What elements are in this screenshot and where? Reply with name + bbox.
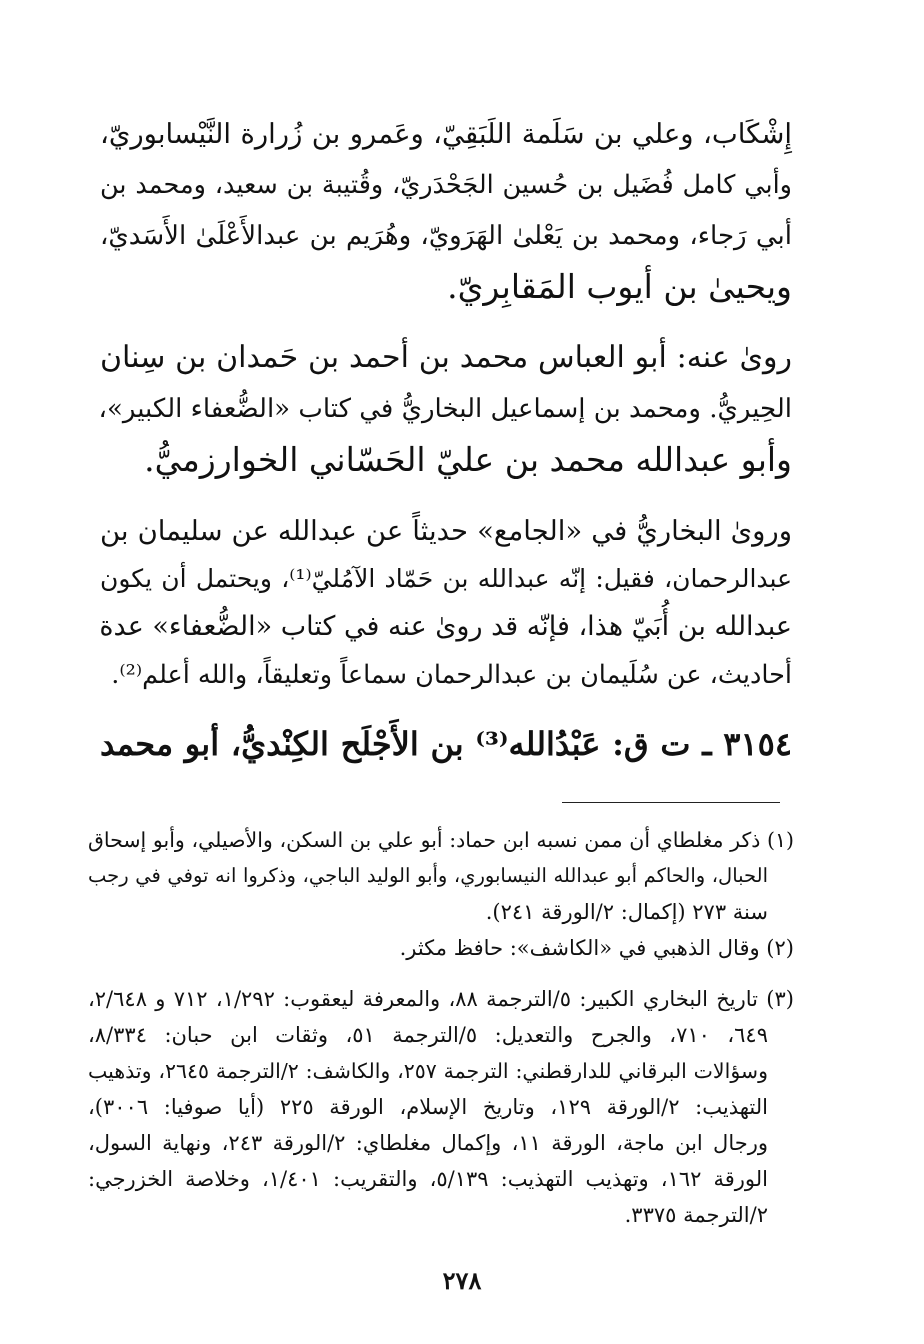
footnote-line: التهذيب: ٢/الورقة ١٢٩، وتاريخ الإسلام، الورقة ٢٢٥ (أيا صوفيا: ٣٠٠٦)، [88, 1095, 768, 1119]
entry-heading: ٣١٥٤ ـ ت ق: عَبْدُالله⁽³⁾ بن الأَجْلَح الكِنْديُّ، أبو محمد [100, 725, 793, 763]
body-text-line: وأبو عبدالله محمد بن عليّ الحَسّاني الخوارزميُّ. [144, 440, 792, 479]
body-text-line: إِشْكَاب، وعلي بن سَلَمة اللَبَقِيّ، وعَمرو بن زُرارة النَّيْسابوريّ، [100, 118, 792, 150]
footnote-line: الورقة ١٦٢، وتهذيب التهذيب: ٥/١٣٩، والتقريب: ١/٤٠١، وخلاصة الخزرجي: [88, 1167, 769, 1191]
footnote-line: (١) ذكر مغلطاي أن ممن نسبه ابن حماد: أبو علي بن السكن، والأصيلي، وأبو إسحاق [88, 828, 794, 852]
footnote-line: ٦٤٩، ٧١٠، والجرح والتعديل: ٥/الترجمة ٥١، وثقات ابن حبان: ٨/٣٣٤، [88, 1023, 768, 1047]
body-text-line: عبدالرحمان، فقيل: إنّه عبدالله بن حَمّاد الآمُليّ⁽¹⁾، ويحتمل أن يكون [100, 564, 792, 593]
footnote-line: ٢/الترجمة ٣٣٧٥. [624, 1203, 768, 1227]
body-text-line: الحِيريُّ. ومحمد بن إسماعيل البخاريُّ في كتاب «الضُّعفاء الكبير»، [98, 394, 792, 424]
body-text-line: وأبي كامل فُضَيل بن حُسين الجَحْدَريّ، وقُتيبة بن سعيد، ومحمد بن [100, 170, 792, 200]
footnote-line: (٣) تاريخ البخاري الكبير: ٥/الترجمة ٨٨، والمعرفة ليعقوب: ١/٢٩٢، ٧١٢ و ٢/٦٤٨، [88, 987, 794, 1011]
body-text-line: عبدالله بن أُبَيّ هذا، فإنّه قد روىٰ عنه في كتاب «الضُّعفاء» عدة [99, 611, 792, 642]
footnote-separator [562, 802, 780, 803]
footnote-line: (٢) وقال الذهبي في «الكاشف»: حافظ مكثر. [399, 936, 794, 960]
body-text-line: أبي رَجاء، ومحمد بن يَعْلىٰ الهَرَويّ، وهُرَيم بن عبدالأَعْلَىٰ الأَسَديّ، [100, 221, 792, 251]
footnote-line: ورجال ابن ماجة، الورقة ١١، وإكمال مغلطاي: ٢/الورقة ٢٤٣، ونهاية السول، [88, 1131, 768, 1155]
page-number: ٢٧٨ [442, 1266, 482, 1295]
body-text-line: وروىٰ البخاريُّ في «الجامع» حديثاً عن عبدالله عن سليمان بن [100, 515, 792, 547]
footnote-line: وسؤالات البرقاني للدارقطني: الترجمة ٢٥٧، والكاشف: ٢/الترجمة ٢٦٤٥، وتذهيب [88, 1059, 768, 1083]
body-text-line: أحاديث، عن سُلَيمان بن عبدالرحمان سماعاً وتعليقاً، والله أعلم⁽²⁾. [111, 660, 792, 690]
footnote-line: سنة ٢٧٣ (إكمال: ٢/الورقة ٢٤١). [485, 900, 768, 924]
footnote-line: الحبال، والحاكم أبو عبدالله النيسابوري، وأبو الوليد الباجي، وذكروا انه توفي في رجب [88, 864, 768, 887]
body-text-line: ويحيىٰ بن أيوب المَقابِريّ. [447, 267, 792, 306]
body-text-line: رویٰ عنه: أبو العباس محمد بن أحمد بن حَمدان بن سِنان [100, 340, 792, 375]
